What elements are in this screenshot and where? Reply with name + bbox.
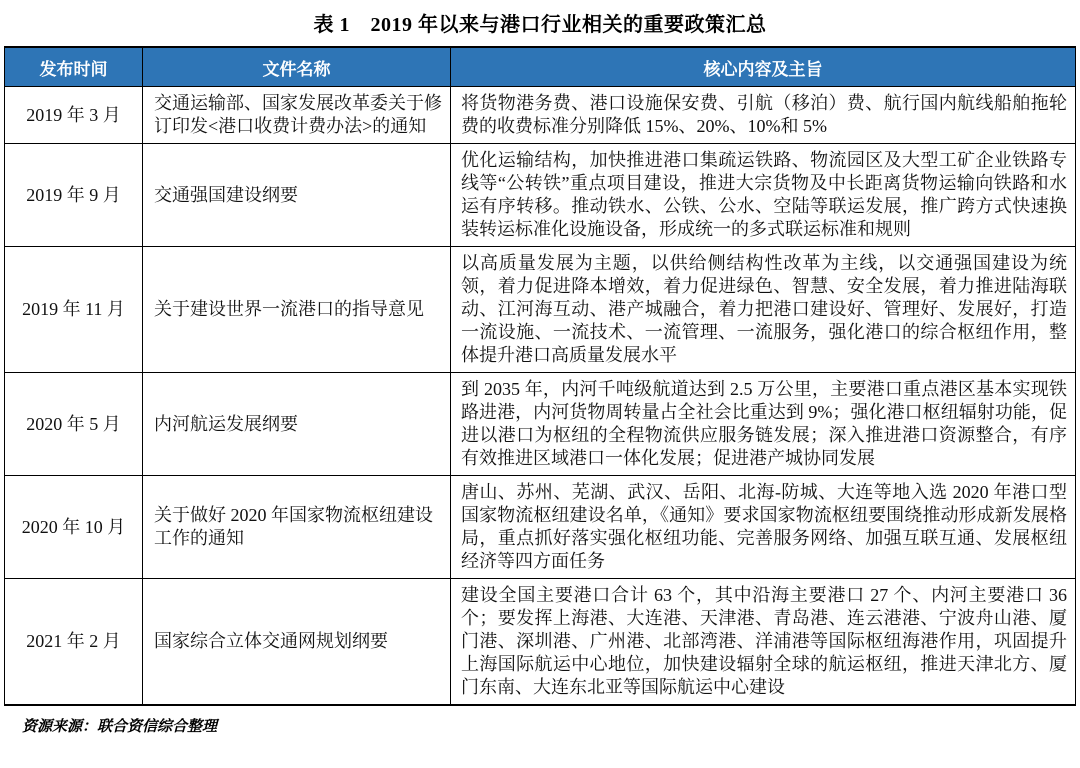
core-content-cell: 唐山、苏州、芜湖、武汉、岳阳、北海-防城、大连等地入选 2020 年港口型国家物流枢纽建设名单，《通知》要求国家物流枢纽要围绕推动形成新发展格局，重点抓好落实强化枢纽功能、完善服务网络、加强互联互通、发展枢纽经济等四方面任务 (451, 476, 1076, 579)
document-name-cell: 交通运输部、国家发展改革委关于修订印发<港口收费计费办法>的通知 (143, 87, 451, 144)
core-content-cell: 优化运输结构，加快推进港口集疏运铁路、物流园区及大型工矿企业铁路专线等“公转铁”重点项目建设，推进大宗货物及中长距离货物运输向铁路和水运有序转移。推动铁水、公铁、公水、空陆等联运发展，推广跨方式快速换装转运标准化设施设备，形成统一的多式联运标准和规则 (451, 144, 1076, 247)
core-content-cell: 将货物港务费、港口设施保安费、引航（移泊）费、航行国内航线船舶拖轮费的收费标准分别降低 15%、20%、10%和 5% (451, 87, 1076, 144)
policy-table (4, 46, 1076, 706)
publish-date-cell: 2020 年 5 月 (5, 373, 143, 476)
publish-date-cell: 2021 年 2 月 (5, 579, 143, 706)
table-header-row (5, 47, 1076, 87)
table-row (5, 476, 1076, 579)
publish-date-cell: 2019 年 11 月 (5, 247, 143, 373)
document-name-cell: 关于做好 2020 年国家物流枢纽建设工作的通知 (143, 476, 451, 579)
table-row (5, 579, 1076, 706)
publish-date-cell: 2020 年 10 月 (5, 476, 143, 579)
core-content-cell: 建设全国主要港口合计 63 个，其中沿海主要港口 27 个、内河主要港口 36 个；要发挥上海港、大连港、天津港、青岛港、连云港港、宁波舟山港、厦门港、深圳港、广州港、北部湾港、洋浦港等国际枢纽海港作用，巩固提升上海国际航运中心地位，加快建设辐射全球的航运枢纽，推进天津北方、厦门东南、大连东北亚等国际航运中心建设 (451, 579, 1076, 706)
column-header-document-name: 文件名称 (143, 47, 451, 87)
column-header-core-content: 核心内容及主旨 (451, 47, 1076, 87)
core-content-cell: 以高质量发展为主题，以供给侧结构性改革为主线，以交通强国建设为统领，着力促进降本增效，着力促进绿色、智慧、安全发展，着力推进陆海联动、江河海互动、港产城融合，着力把港口建设好、管理好、发展好，打造一流设施、一流技术、一流管理、一流服务，强化港口的综合枢纽作用，整体提升港口高质量发展水平 (451, 247, 1076, 373)
table-row (5, 87, 1076, 144)
publish-date-cell: 2019 年 9 月 (5, 144, 143, 247)
document-name-cell: 内河航运发展纲要 (143, 373, 451, 476)
column-header-publish-date: 发布时间 (5, 47, 143, 87)
publish-date-cell: 2019 年 3 月 (5, 87, 143, 144)
core-content-cell: 到 2035 年，内河千吨级航道达到 2.5 万公里，主要港口重点港区基本实现铁路进港，内河货物周转量占全社会比重达到 9%；强化港口枢纽辐射功能，促进以港口为枢纽的全程物流供应服务链发展；深入推进港口资源整合，有序有效推进区域港口一体化发展；促进港产城协同发展 (451, 373, 1076, 476)
document-name-cell: 交通强国建设纲要 (143, 144, 451, 247)
table-row (5, 144, 1076, 247)
table-row (5, 373, 1076, 476)
source-note: 资源来源：联合资信综合整理 (22, 719, 218, 735)
table-row (5, 247, 1076, 373)
page-title: 表 1 2019 年以来与港口行业相关的重要政策汇总 (313, 14, 767, 36)
table-body (5, 87, 1076, 706)
document-name-cell: 国家综合立体交通网规划纲要 (143, 579, 451, 706)
document-name-cell: 关于建设世界一流港口的指导意见 (143, 247, 451, 373)
